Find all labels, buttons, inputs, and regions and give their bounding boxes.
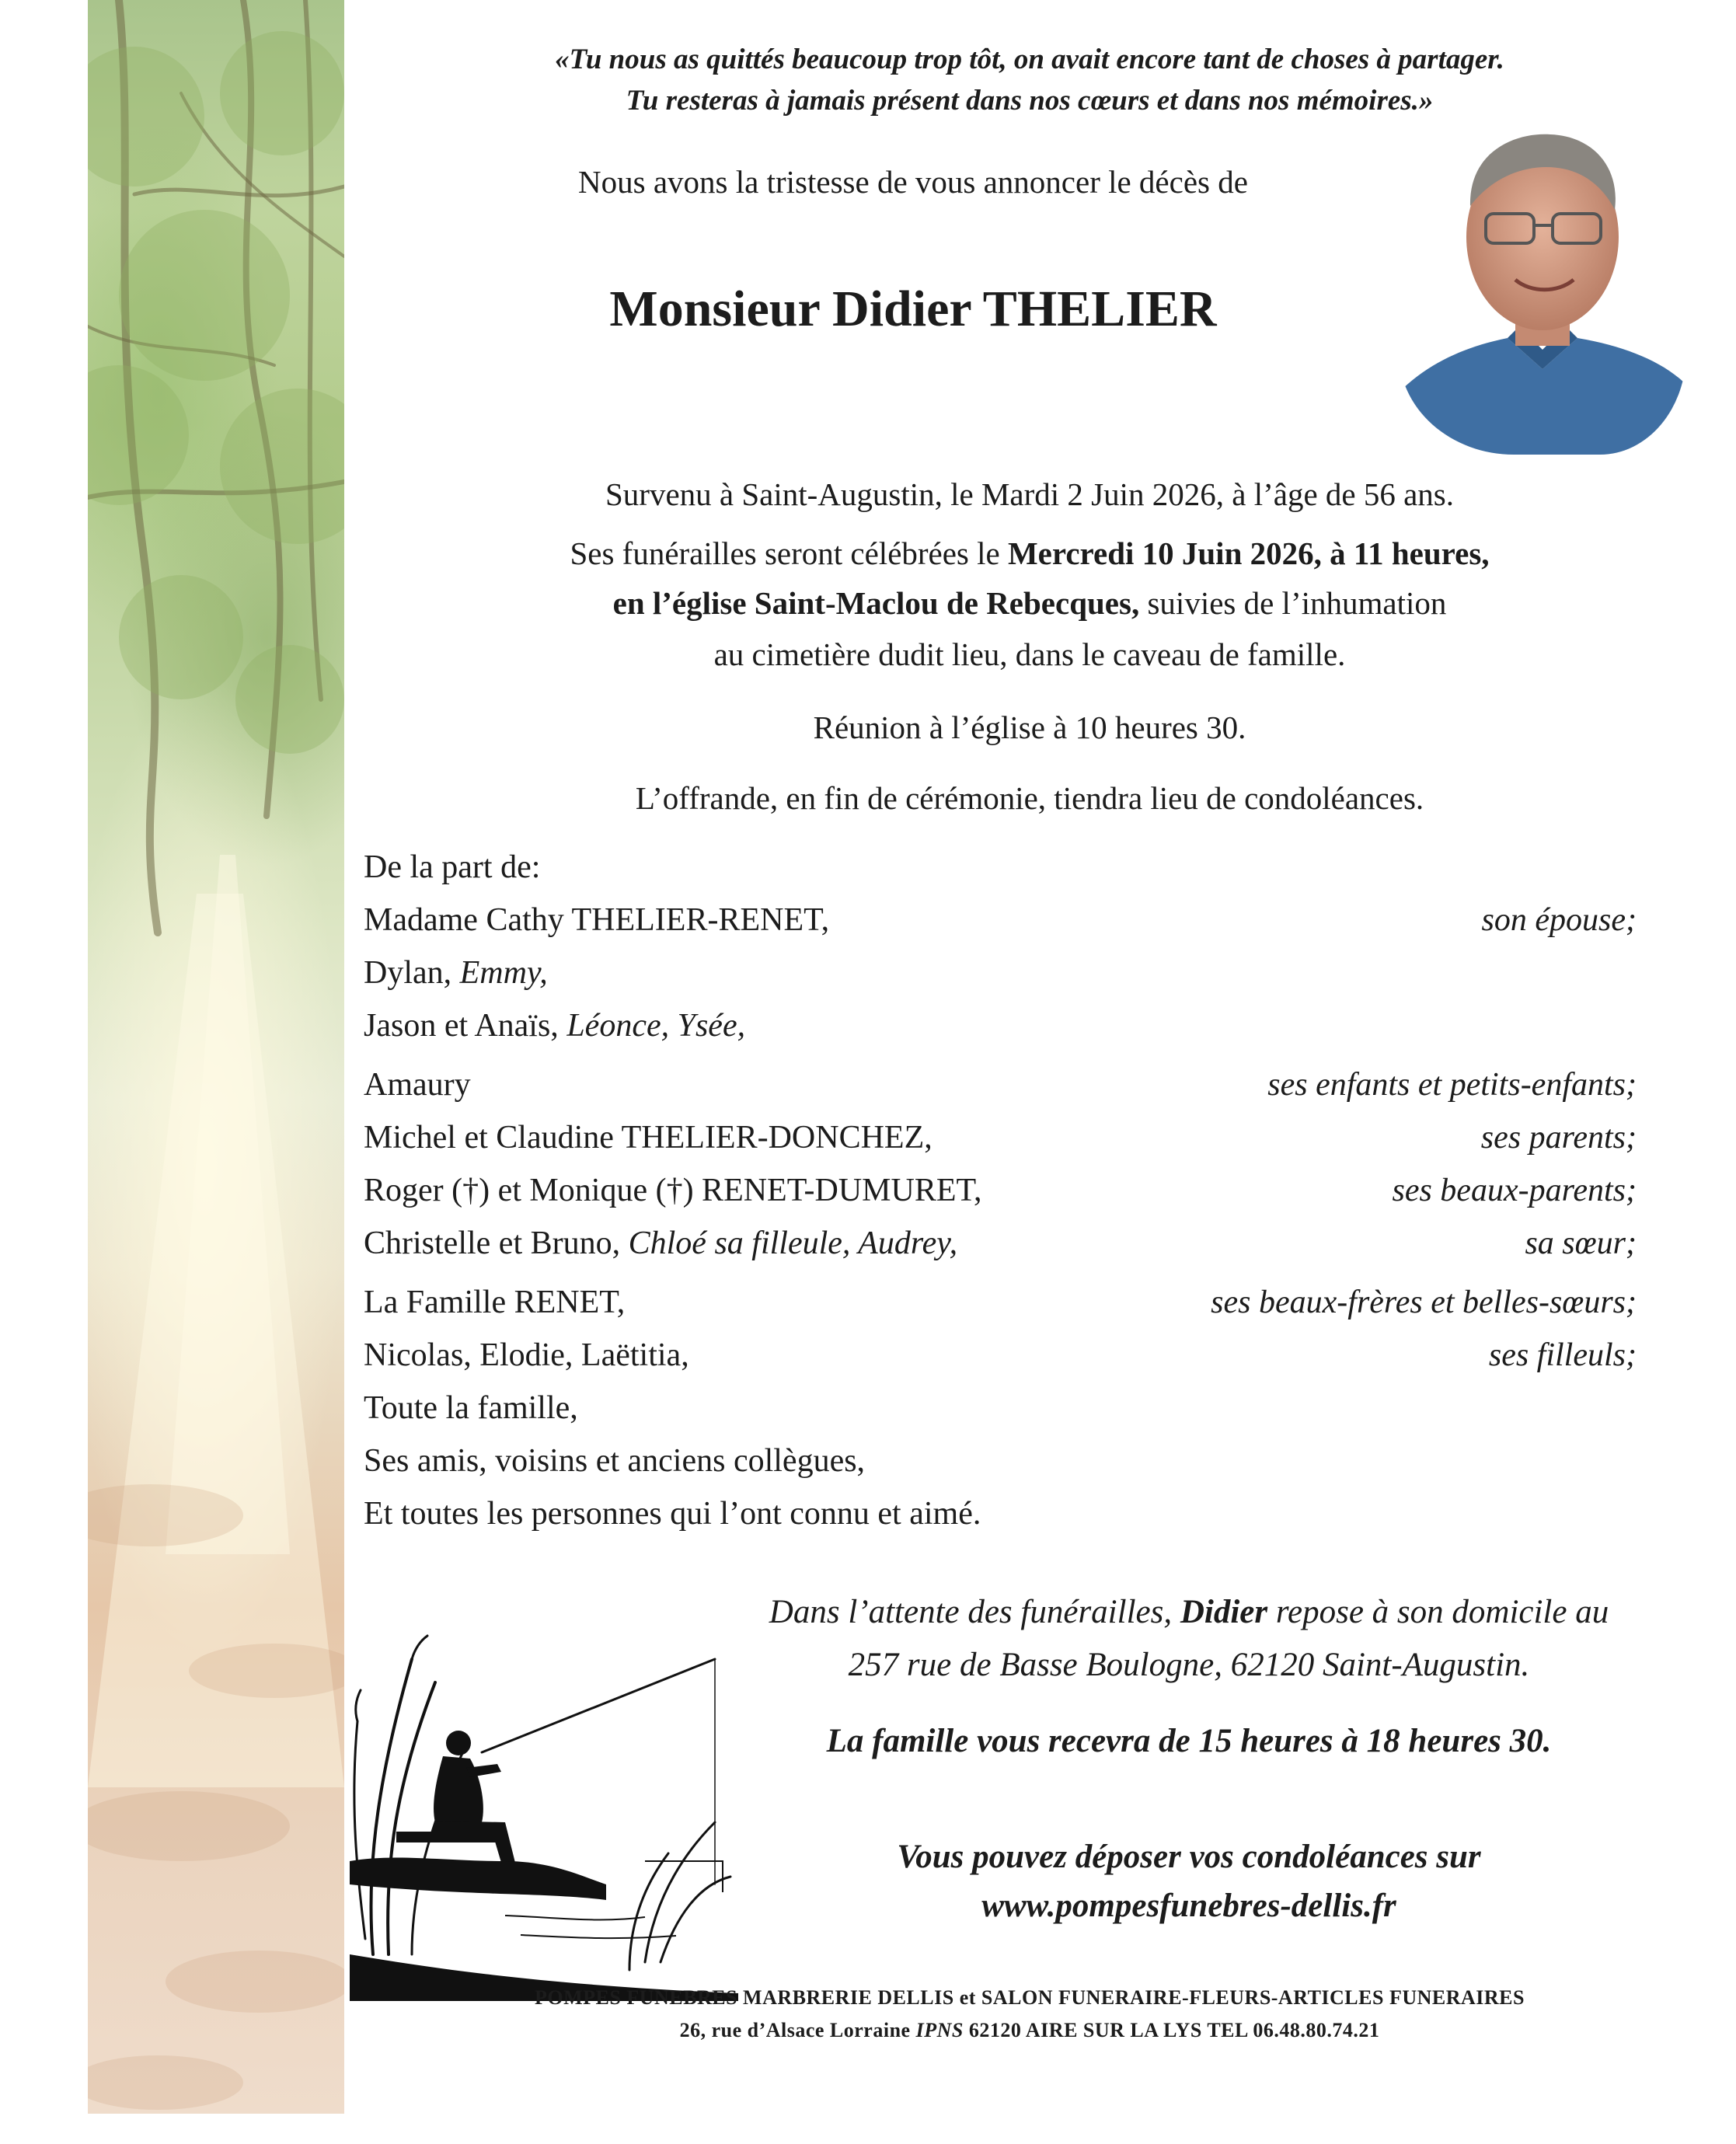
family-name-12: Et toutes les personnes qui l’ont connu et aimé. [364,1496,981,1532]
family-name-9: Nicolas, Elodie, Laëtitia, [364,1337,689,1373]
family-role-6: ses beaux-parents; [1392,1173,1637,1208]
deceased-name: Monsieur Didier THELIER [609,281,1217,337]
family-name-8: La Famille RENET, [364,1285,626,1320]
announcement: Nous avons la tristesse de vous annoncer le décès de [578,164,1248,200]
footer-ipns: IPNS [915,2019,964,2041]
forest-decoration [88,0,344,2114]
part-de-label: De la part de: [364,849,541,885]
fisherman-illustration [350,1628,738,2001]
family-name-4: Amaury [364,1067,471,1103]
condoleances-line-1: Vous pouvez déposer vos condoléances sur [897,1839,1481,1875]
family-name-1: Madame Cathy THELIER-RENET, [364,902,830,938]
family-name-11: Ses amis, voisins et anciens collègues, [364,1443,866,1479]
forest-trees-icon [88,0,344,2114]
family-name-2-a: Dylan, [364,955,460,991]
attente-line-1 [645,1593,1733,1631]
family-name-2 [364,954,548,992]
family-name-7-b: Chloé sa filleule, Audrey, [628,1225,958,1261]
attente-line-2: 257 rue de Basse Boulogne, 62120 Saint-Augustin. [848,1647,1530,1683]
family-role-9: ses filleuls; [1488,1337,1637,1373]
funerailles-line-2-b: suivies de l’inhumation [1139,585,1447,621]
funerailles-line-2 [350,584,1710,622]
condoleances-website[interactable]: www.pompesfunebres-dellis.fr [981,1888,1396,1924]
family-name-7 [364,1225,957,1262]
family-role-7: sa sœur; [1525,1225,1637,1261]
footer-address: 26, rue d’Alsace Lorraine [679,2019,916,2041]
fisherman-silhouette-icon [350,1628,738,2001]
footer-city-phone: 62120 AIRE SUR LA LYS TEL 06.48.80.74.21 [963,2019,1380,2041]
reunion-text: Réunion à l’église à 10 heures 30. [813,709,1246,745]
family-name-5: Michel et Claudine THELIER-DONCHEZ, [364,1120,932,1156]
family-name-6: Roger (†) et Monique (†) RENET-DUMURET, [364,1173,982,1208]
family-name-3 [364,1007,745,1044]
family-name-3-a: Jason et Anaïs, [364,1008,567,1044]
family-role-8: ses beaux-frères et belles-sœurs; [1211,1285,1637,1320]
family-role-5: ses parents; [1480,1120,1637,1156]
reception-text: La famille vous recevra de 15 heures à 18 heures 30. [826,1723,1552,1759]
quote-line-2: Tu resteras à jamais présent dans nos cœurs et dans nos mémoires.» [626,85,1434,117]
footer-line-1: POMPES FUNEBRES MARBRERIE DELLIS et SALON FUNERAIRE-FLEURS-ARTICLES FUNERAIRES [535,1986,1525,2009]
family-name-3-b: Léonce, Ysée, [566,1008,746,1044]
family-name-7-a: Christelle et Bruno, [364,1225,629,1261]
attente-line-1-c: repose à son domicile au [1267,1594,1609,1630]
portrait-photo [1399,113,1686,455]
funerailles-church: en l’église Saint-Maclou de Rebecques, [612,585,1140,621]
portrait-icon [1399,113,1686,455]
funerailles-date: Mercredi 10 Juin 2026, à 11 heures, [1007,535,1490,571]
attente-line-1-a: Dans l’attente des funérailles, [769,1594,1180,1630]
attente-didier: Didier [1180,1594,1268,1630]
funerailles-line-1 [350,535,1710,572]
offrande-text: L’offrande, en fin de cérémonie, tiendra lieu de condoléances. [635,780,1424,816]
funerailles-line-1-a: Ses funérailles seront célébrées le [570,535,1008,571]
family-name-10: Toute la famille, [364,1390,578,1426]
funerailles-line-3: au cimetière dudit lieu, dans le caveau de famille. [713,636,1346,672]
footer-line-2 [350,2019,1710,2042]
quote-line-1: «Tu nous as quittés beaucoup trop tôt, on avait encore tant de choses à partager. [555,44,1504,75]
family-role-1: son épouse; [1481,902,1637,938]
family-name-2-b: Emmy, [459,955,548,991]
survenu-text: Survenu à Saint-Augustin, le Mardi 2 Juin 2026, à l’âge de 56 ans. [605,476,1454,512]
family-role-4: ses enfants et petits-enfants; [1267,1067,1637,1103]
